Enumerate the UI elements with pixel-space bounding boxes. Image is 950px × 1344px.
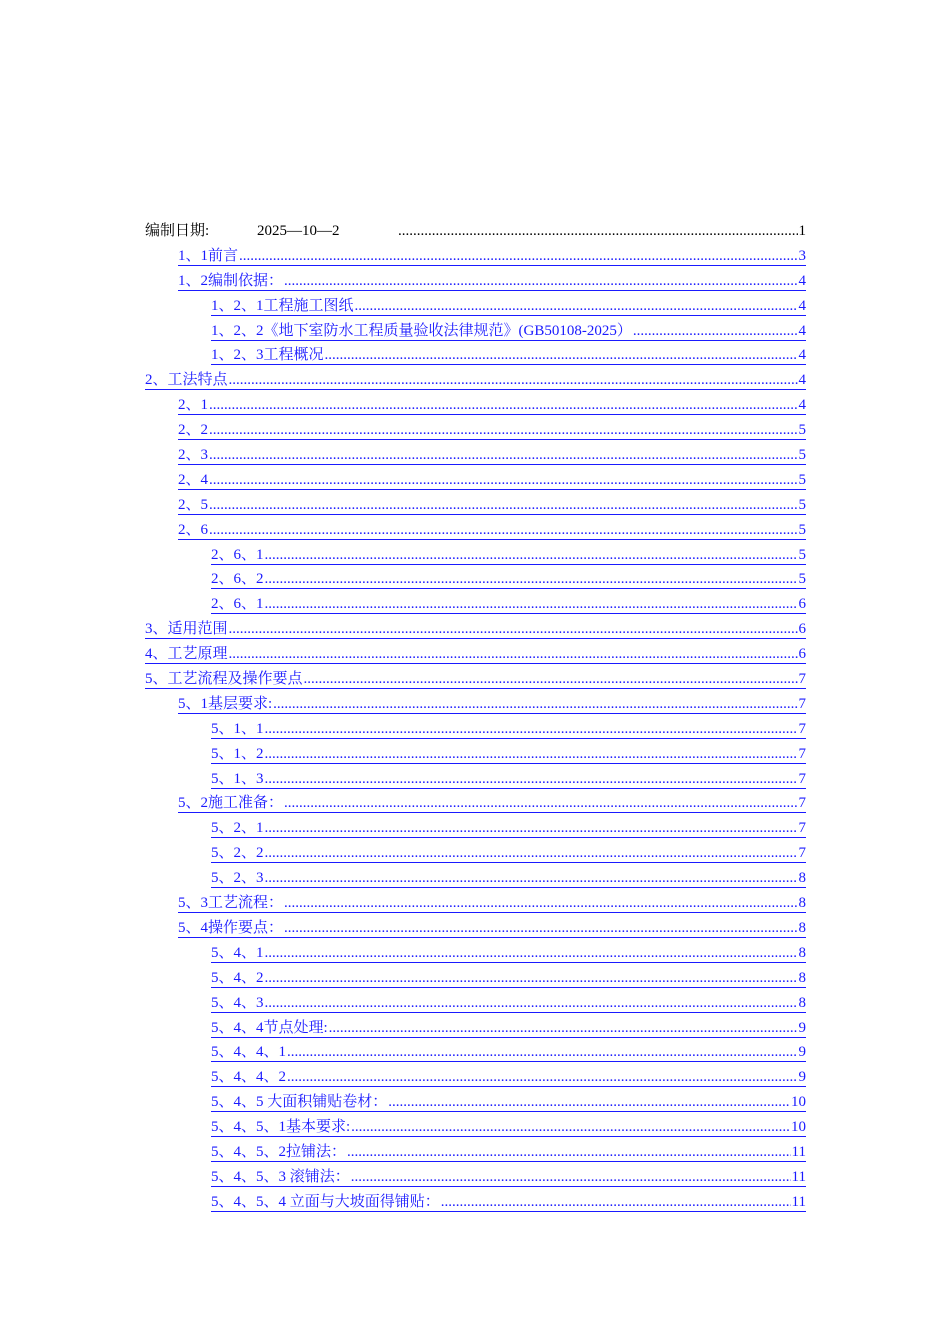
toc-entry-link[interactable] [178,397,806,415]
dot-leader [265,746,798,763]
dot-leader [209,397,797,414]
toc-entry-title: 5、工艺流程及操作要点 [145,671,303,688]
toc-entry-link[interactable] [145,671,806,689]
toc-entry-row [0,816,950,841]
toc-entry-title: 5、4、4、1 [211,1044,287,1061]
toc-entry-link[interactable] [211,845,806,863]
toc-entry-page: 5 [798,496,806,513]
toc-entry-title: 5、4、2 [211,969,264,986]
toc-entry-row [0,966,950,991]
toc-entry-page: 8 [798,870,806,887]
toc-entry-title: 2、3 [178,447,209,464]
toc-entry-title: 2、5 [178,496,209,513]
toc-entry-page: 7 [798,845,806,862]
toc-entry-row [0,717,950,742]
toc-entry-link[interactable] [211,945,806,963]
toc-entry-link[interactable] [211,721,806,739]
date-value: 2025—10—2 [257,223,340,239]
toc-entry-link[interactable] [178,895,806,913]
toc-entry-page: 6 [798,621,806,638]
toc-entry-title: 5、4、1 [211,944,264,961]
toc-entry-row [0,642,950,667]
dot-leader [287,1069,797,1086]
toc-entry-row [0,667,950,692]
dot-leader [229,621,798,638]
toc-entry-row [0,518,950,543]
toc-entry-page: 10 [791,1119,806,1136]
dot-leader [265,970,798,987]
toc-entry-row [0,543,950,568]
toc-header-line [145,219,806,244]
toc-entry-page: 7 [798,720,806,737]
toc-entry-row [0,617,950,642]
toc-entry-link[interactable] [178,696,806,714]
toc-entry-title: 5、2、1 [211,820,264,837]
dot-leader [265,547,798,564]
toc-entry-link[interactable] [211,1119,806,1137]
toc-entry-row [0,294,950,319]
toc-entry-row [0,1090,950,1115]
toc-entry-title: 5、4、5、1基本要求: [211,1119,351,1136]
dot-leader [351,1119,790,1136]
dot-leader [265,721,798,738]
toc-entry-page: 7 [798,770,806,787]
toc-entry-page: 7 [798,795,806,812]
toc-entry-page: 11 [791,1143,806,1160]
dot-leader [209,447,797,464]
toc-entry-link[interactable] [211,771,806,789]
toc-entry-link[interactable] [178,522,806,540]
dot-leader [287,1044,797,1061]
toc-entry-title: 1、2、3工程概况 [211,347,324,364]
toc-entry-row [0,567,950,592]
toc-entry-row [0,1040,950,1065]
toc-entry-page: 5 [798,471,806,488]
dot-leader [355,298,798,315]
toc-entry-row [0,692,950,717]
toc-entry-page: 7 [798,745,806,762]
dot-leader [265,845,798,862]
toc-entry-row [0,1165,950,1190]
toc-entry-page: 9 [798,1069,806,1086]
toc-entry-page: 7 [798,820,806,837]
toc-entry-page: 8 [798,919,806,936]
toc-entry-link[interactable] [211,970,806,988]
toc-entry-title: 5、4、5、2拉铺法： [211,1143,347,1160]
dot-leader [265,870,798,887]
toc-entry-page: 4 [798,322,806,339]
toc-entry-row [0,742,950,767]
toc-entry-link[interactable] [211,1069,806,1087]
toc-entry-link[interactable] [211,1094,806,1112]
toc-entry-link[interactable] [211,347,806,365]
toc-entry-link[interactable] [211,1194,806,1212]
toc-entry-link[interactable] [145,372,806,390]
table-of-contents [0,219,950,1215]
toc-entry-page: 8 [798,994,806,1011]
toc-entry-page: 7 [798,671,806,688]
toc-entry-title: 5、1、2 [211,745,264,762]
toc-entry-page: 5 [798,521,806,538]
toc-entry-row [0,493,950,518]
toc-entry-page: 10 [791,1094,806,1111]
toc-entry-link[interactable] [178,248,806,266]
toc-entry-row [0,368,950,393]
toc-entry-title: 2、6、2 [211,571,264,588]
date-label: 编制日期: [145,223,210,239]
toc-entry-link[interactable] [211,596,806,614]
dot-leader [239,248,797,265]
toc-entry-link[interactable] [211,1044,806,1062]
toc-entry-link[interactable] [178,422,806,440]
toc-entry-page: 4 [798,297,806,314]
toc-entry-title: 2、6、1 [211,546,264,563]
toc-entry-title: 3、适用范围 [145,621,228,638]
toc-entry-page: 5 [798,447,806,464]
toc-entry-link[interactable] [211,1169,806,1187]
dot-leader [284,795,797,812]
dot-leader [351,1169,791,1186]
toc-entry-title: 2、1 [178,397,209,414]
toc-entry-row [0,269,950,294]
toc-entry-page: 3 [798,247,806,264]
toc-entry-row [0,1115,950,1140]
toc-entry-page: 4 [798,372,806,389]
toc-entry-title: 5、2、3 [211,870,264,887]
dot-leader [441,1194,791,1211]
toc-entry-row [0,941,950,966]
toc-entry-row [0,393,950,418]
dot-leader [229,646,798,663]
toc-entry-title: 5、3工艺流程： [178,895,284,912]
toc-entry-row [0,1016,950,1041]
toc-entry-page: 9 [798,1044,806,1061]
toc-header-row [0,219,950,244]
toc-entry-page: 4 [798,397,806,414]
dot-leader [325,347,798,364]
toc-entry-title: 2、4 [178,471,209,488]
toc-entry-title: 5、4操作要点： [178,919,284,936]
toc-entry-title: 1、2、2《地下室防水工程质量验收法律规范》(GB50108-2025） [211,322,632,339]
dot-leader [209,497,797,514]
toc-entry-title: 5、2、2 [211,845,264,862]
toc-entry-title: 5、4、3 [211,994,264,1011]
dot-leader [398,219,798,244]
toc-entry-title: 5、4、4节点处理: [211,1019,328,1036]
dot-leader [265,571,798,588]
dot-leader [304,671,798,688]
dot-leader [284,895,797,912]
toc-entry-page: 9 [798,1019,806,1036]
toc-entry-title: 2、2 [178,422,209,439]
toc-entry-page: 5 [798,422,806,439]
toc-entries [0,244,950,1215]
toc-entry-row [0,319,950,344]
dot-leader [388,1094,790,1111]
toc-entry-row [0,891,950,916]
toc-entry-page: 4 [798,272,806,289]
toc-entry-row [0,841,950,866]
toc-entry-link[interactable] [211,820,806,838]
toc-entry-link[interactable] [211,995,806,1013]
toc-entry-title: 2、6、1 [211,596,264,613]
toc-entry-title: 2、6 [178,521,209,538]
toc-entry-row [0,991,950,1016]
toc-entry-page: 8 [798,969,806,986]
toc-entry-title: 1、2、1工程施工图纸 [211,297,354,314]
toc-entry-title: 5、2施工准备： [178,795,284,812]
toc-entry-title: 5、1、1 [211,720,264,737]
dot-leader [347,1144,791,1161]
toc-entry-row [0,418,950,443]
toc-entry-link[interactable] [211,547,806,565]
toc-entry-page: 7 [798,695,806,712]
toc-entry-link[interactable] [145,621,806,639]
toc-entry-row [0,343,950,368]
toc-entry-title: 5、4、5、3 滚铺法： [211,1168,350,1185]
toc-entry-row [0,443,950,468]
toc-entry-link[interactable] [211,1144,806,1162]
dot-leader [284,920,797,937]
dot-leader [273,696,797,713]
toc-entry-link[interactable] [211,323,806,341]
page-number: 1 [798,223,806,239]
dot-leader [265,771,798,788]
toc-entry-row [0,866,950,891]
toc-entry-page: 6 [798,646,806,663]
toc-entry-link[interactable] [211,746,806,764]
toc-entry-link[interactable] [178,920,806,938]
toc-entry-page: 6 [798,596,806,613]
toc-entry-link[interactable] [145,646,806,664]
toc-entry-title: 5、4、4、2 [211,1069,287,1086]
toc-entry-link[interactable] [178,447,806,465]
dot-leader [265,995,798,1012]
toc-entry-row [0,468,950,493]
toc-entry-link[interactable] [178,273,806,291]
toc-entry-row [0,791,950,816]
dot-leader [284,273,797,290]
toc-entry-row [0,592,950,617]
toc-entry-link[interactable] [211,870,806,888]
toc-entry-row [0,244,950,269]
toc-entry-page: 8 [798,895,806,912]
toc-entry-link[interactable] [211,298,806,316]
toc-entry-page: 5 [798,546,806,563]
dot-leader [329,1020,798,1037]
dot-leader [265,945,798,962]
dot-leader [633,323,798,340]
dot-leader [209,472,797,489]
dot-leader [209,522,797,539]
toc-entry-title: 5、1基层要求: [178,695,273,712]
toc-entry-title: 4、工艺原理 [145,646,228,663]
toc-entry-link[interactable] [178,795,806,813]
dot-leader [265,820,798,837]
toc-entry-title: 5、1、3 [211,770,264,787]
toc-entry-page: 11 [791,1193,806,1210]
toc-entry-row [0,1140,950,1165]
toc-entry-title: 5、4、5 大面积铺贴卷材： [211,1094,388,1111]
toc-entry-page: 8 [798,944,806,961]
dot-leader [265,596,798,613]
dot-leader [229,372,798,389]
toc-entry-title: 1、1前言 [178,247,239,264]
toc-entry-link[interactable] [178,497,806,515]
dot-leader [209,422,797,439]
toc-entry-row [0,916,950,941]
toc-entry-link[interactable] [178,472,806,490]
toc-entry-row [0,1065,950,1090]
toc-entry-row [0,1190,950,1215]
toc-entry-title: 2、工法特点 [145,372,228,389]
toc-entry-row [0,767,950,792]
toc-entry-title: 5、4、5、4 立面与大坡面得铺贴： [211,1193,440,1210]
toc-entry-page: 11 [791,1168,806,1185]
toc-entry-link[interactable] [211,1020,806,1038]
toc-entry-title: 1、2编制依据： [178,272,284,289]
toc-entry-page: 4 [798,347,806,364]
toc-entry-page: 5 [798,571,806,588]
toc-entry-link[interactable] [211,571,806,589]
